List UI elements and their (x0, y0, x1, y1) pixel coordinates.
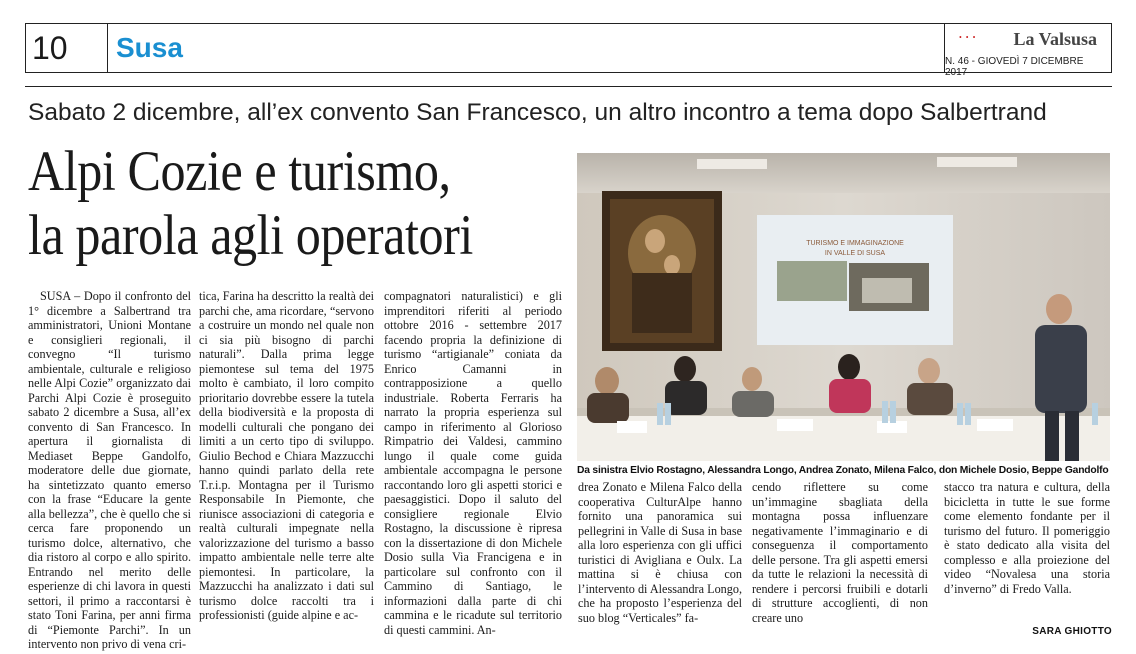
article-column-2 (199, 289, 374, 641)
article-column-3 (384, 289, 562, 641)
author-byline: SARA GHIOTTO (1032, 626, 1112, 637)
article-column-6 (944, 480, 1110, 642)
article-column-1 (28, 289, 191, 651)
column-3-text: compagnatori naturalistici) e gli imprenditori riferiti al periodo ottobre 2016 - settembre 2017 facendo propria la definizione di turismo “artigianale” coniata da Enrico Camanni in contrapposizione a quello industriale. Roberta Ferraris ha narrato la propria esperienza sul campo in riferimento al Glorioso Rimpatrio dei Valdesi, cammino lungo il quale come guida ambientale accompagna le persone raccontando loro gli aspetti storici e paesaggistici. Dopo il saluto del consigliere regionale Elvio Rostagno, la discussione è ripresa con la dissertazione di don Michele Dosio sulla Via Francigena e in particolare sul confronto con il Cammino di Santiago, le informazioni dalla parte di chi cammina e le ricadute sul territorio di questi cammini. An- (384, 289, 562, 637)
article-column-4 (578, 480, 742, 642)
column-2-text: tica, Farina ha descritto la realtà dei parchi che, ama ricordare, “servono a costruire un mondo nel quale non ci sia più bisogno di parchi naturali”. Dalla prima legge piemontese sul tema del 1975 molto è cambiato, il loro compito prioritario dovrebbe essere la tutela della biodiversità e la proposta di modelli culturali che pongano dei limiti a un certo tipo di sviluppo. Giulio Bechod e Chiara Mazzucchi hanno quindi parlato della rete T.r.i.p. Montagna per il Turismo Responsabile In Piemonte, che riunisce associazioni di categoria e realtà culturali impegnate nella valorizzazione del turismo a basso impatto ambientale nelle terre alte piemontesi. In particolare, la Mazzucchi ha analizzato i dati sul turismo dolce raccolti tra i professionisti (guide alpine e ac- (199, 289, 374, 622)
headline-line-1: Alpi Cozie e turismo, (28, 140, 451, 203)
article-column-5 (752, 480, 928, 642)
slide-title-line-2: IN VALLE DI SUSA (824, 250, 886, 257)
article-kicker: Sabato 2 dicembre, all’ex convento San Francesco, un altro incontro a tema dopo Salbertrand (28, 99, 1047, 126)
page-header (25, 23, 1112, 78)
photo-caption: Da sinistra Elvio Rostagno, Alessandra Longo, Andrea Zonato, Milena Falco, don Michele Dosio, Beppe Gandolfo (577, 465, 1109, 476)
section-title: Susa (116, 32, 183, 63)
column-4-text: drea Zonato e Milena Falco della cooperativa CulturAlpe hanno fornito una panoramica sui pellegrini in Valle di Susa in base alla loro esperienza con gli uffici turistici di Avigliana e Oulx. La mattina si è chiusa con l’intervento di Alessandra Longo, che ha proposto l’esperienza del suo blog “Verticales” fa- (578, 480, 742, 625)
article-headline (28, 140, 508, 268)
photo-illustration (577, 153, 1110, 461)
issue-info: N. 46 - GIOVEDÌ 7 DICEMBRE 2017 (945, 56, 1084, 78)
column-6-text: stacco tra natura e cultura, della bicicletta in tutte le sue forme come elemento fondante per il turismo del futuro. Il pomeriggio è stato dedicato alla visita del complesso e alla proiezione del video “Novalesa una storia d’inverno” di Fredo Valla. (944, 480, 1110, 596)
masthead (944, 24, 1111, 78)
column-5-text: cendo riflettere su come un’immagine sbagliata della montagna possa influenzare negativamente l’immaginario e di conseguenza il comportamento delle persone. Tra gli aspetti emersi da tutte le relazioni la necessità di rendere i percorsi fruibili e dotarli di strutture accoglienti, di non creare uno (752, 480, 928, 625)
masthead-name: La Valsusa (1013, 29, 1097, 49)
conference-photo (577, 153, 1110, 461)
masthead-logo-icon: • • • (959, 33, 977, 42)
page-number: 10 (26, 24, 108, 72)
column-1-text: SUSA – Dopo il confronto del 1° dicembre a Salbertrand tra amministratori, Unioni Montane e consiglieri regionali, il convegno “Il turismo ambientale, culturale e religioso nelle Alpi Cozie” organizzato dai Parchi Alpi Cozie è proseguito sabato 2 dicembre a Susa, all’ex convento di San Francesco. In apertura il giornalista di Mediaset Beppe Gandolfo, moderatore delle due giornate, ha sintetizzato quanto emerso con la frase “Educare la gente alla bellezza”, che è quello che si cerca fare proponendo un turismo dolce, alternativo, che dia ristoro al corpo e allo spirito. Entrando nel merito delle esperienze di chi lavora in questi settori, il primo a raccontarsi è stato Toni Farina, per anni firma di “Piemonte Parchi”. In un intervento non privo di vena cri- (28, 289, 191, 651)
header-rule (25, 86, 1112, 87)
headline-line-2: la parola agli operatori (28, 204, 473, 267)
slide-title-line: TURISMO E IMMAGINAZIONE (806, 240, 904, 247)
